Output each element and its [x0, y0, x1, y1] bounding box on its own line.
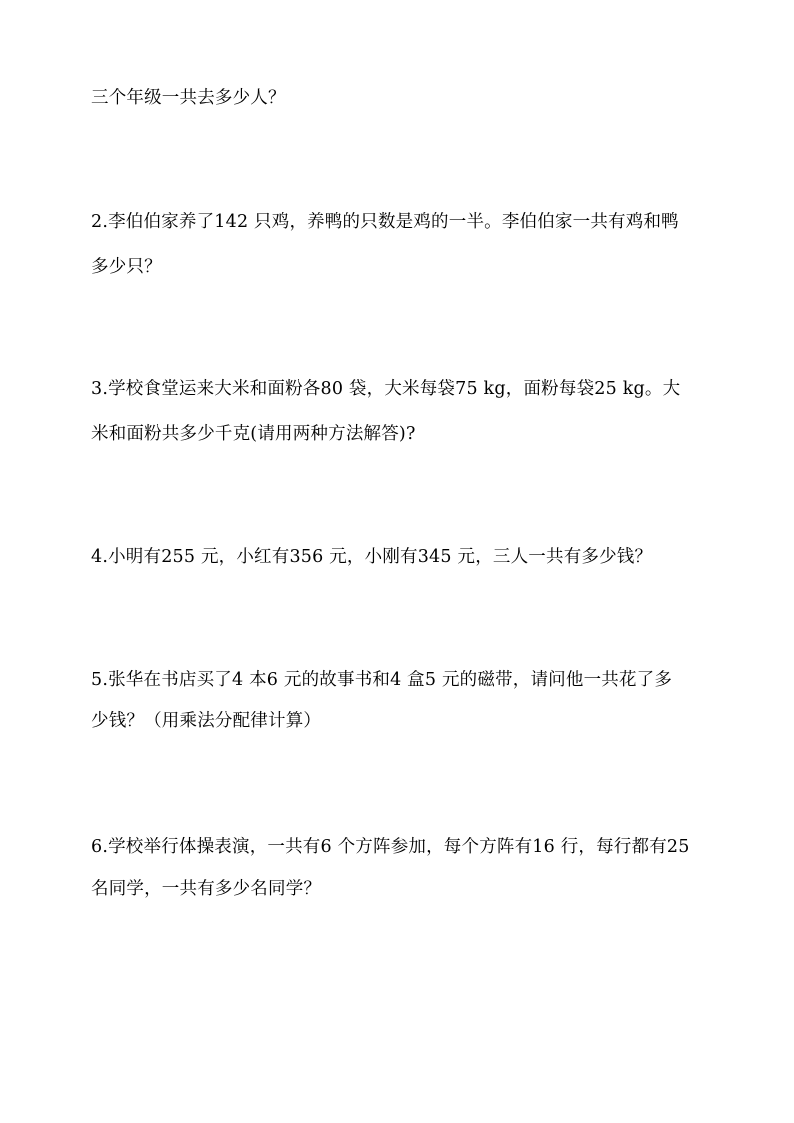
problem-3-line-1: 3.学校食堂运来大米和面粉各80 袋，大米每袋75 kg，面粉每袋25 kg。大 — [91, 379, 681, 399]
problem-2-line-1: 2.李伯伯家养了142 只鸡，养鸭的只数是鸡的一半。李伯伯家一共有鸡和鸭 — [91, 212, 679, 232]
problem-6-line-2: 名同学，一共有多少名同学？ — [91, 879, 322, 899]
problem-2-line-2: 多少只？ — [91, 257, 162, 277]
problem-6-line-1: 6.学校举行体操表演，一共有6 个方阵参加，每个方阵有16 行，每行都有25 — [91, 837, 690, 857]
problem-5-line-1: 5.张华在书店买了4 本6 元的故事书和4 盒5 元的磁带，请问他一共花了多 — [91, 670, 673, 690]
problem-3-line-2: 米和面粉共多少千克(请用两种方法解答)? — [91, 424, 416, 444]
problem-5-line-2: 少钱？（用乘法分配律计算） — [91, 711, 322, 731]
problem-4-line-1: 4.小明有255 元，小红有356 元，小刚有345 元，三人一共有多少钱？ — [91, 547, 653, 567]
problem-1-tail-line: 三个年级一共去多少人？ — [91, 88, 286, 108]
